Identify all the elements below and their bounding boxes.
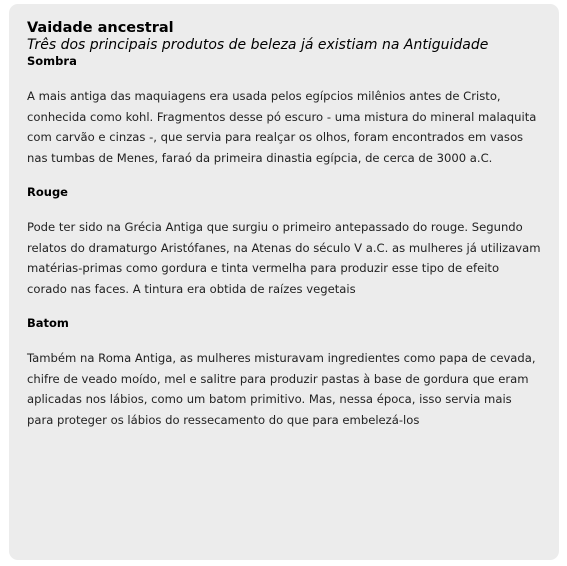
section-body-batom: Também na Roma Antiga, as mulheres misturavam ingredientes como papa de cevada, chifre de veado moído, mel e salitre para produzir pastas à base de gordura que eram aplicadas nos lábios, como um batom primitivo. Mas, nessa época, isso servia mais para proteger os lábios do ressecamento do que para embelezá-los [27,351,536,427]
article-card [9,4,559,560]
section-heading-rouge: Rouge [27,185,68,199]
article-subtitle: Três dos principais produtos de beleza já existiam na Antiguidade [27,37,489,53]
article-title: Vaidade ancestral [27,20,174,36]
section-body-rouge: Pode ter sido na Grécia Antiga que surgiu o primeiro antepassado do rouge. Segundo relatos do dramaturgo Aristófanes, na Atenas do século V a.C. as mulheres já utilizavam matérias-primas como gordura e tinta vermelha para produzir esse tipo de efeito corado nas faces. A tintura era obtida de raízes vegetais [27,220,541,296]
section-body-sombra: A mais antiga das maquiagens era usada pelos egípcios milênios antes de Cristo, conhecida como kohl. Fragmentos desse pó escuro - uma mistura do mineral malaquita com carvão e cinzas -, que servia para realçar os olhos, foram encontrados em vasos nas tumbas de Menes, faraó da primeira dinastia egípcia, de cerca de 3000 a.C. [27,89,537,165]
section-heading-batom: Batom [27,316,69,330]
section-heading-sombra: Sombra [27,54,77,68]
